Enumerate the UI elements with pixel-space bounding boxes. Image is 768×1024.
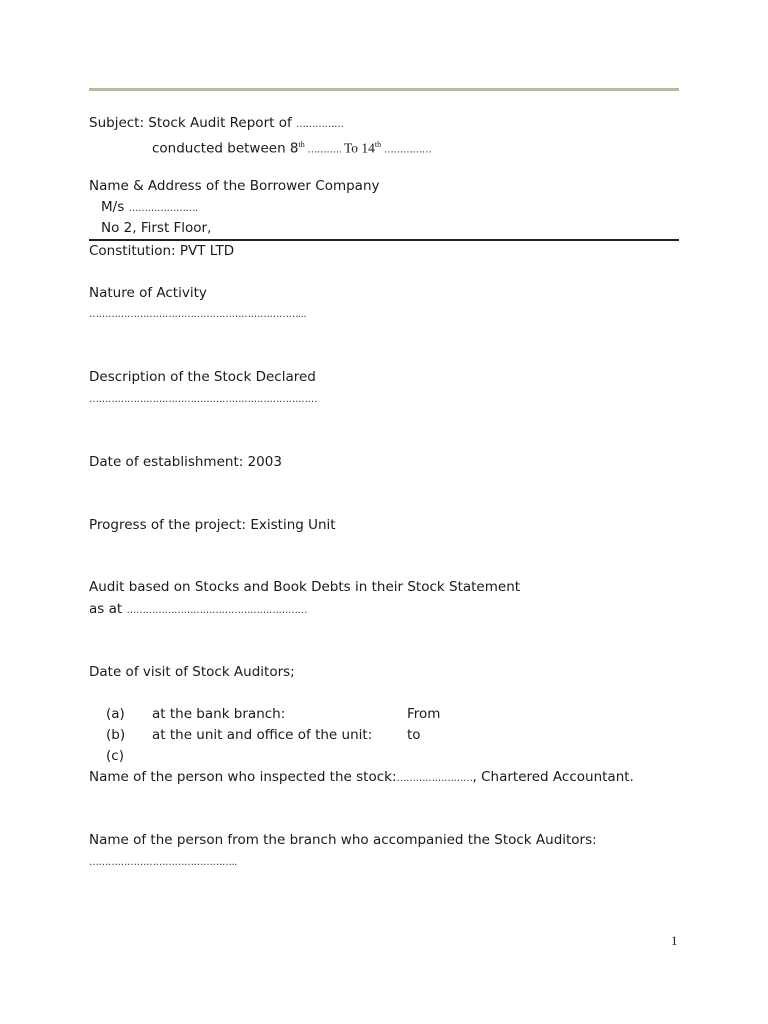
progress-line: Progress of the project: Existing Unit <box>89 517 336 533</box>
nature-dots: …………………………………………………………... <box>89 309 307 320</box>
visit-item-from: From <box>407 706 441 722</box>
establishment-line: Date of establishment: 2003 <box>89 454 282 470</box>
borrower-ms-line: M/s …………………. <box>101 199 198 215</box>
nature-heading: Nature of Activity <box>89 285 207 301</box>
description-heading: Description of the Stock Declared <box>89 369 316 385</box>
inspector-line: Name of the person who inspected the stock:……………………, Chartered Accountant. <box>89 769 634 785</box>
subject-conducted-line: conducted between 8th ……….. To 14th …………… <box>152 140 432 157</box>
subject-line: Subject: Stock Audit Report of …………… <box>89 115 344 131</box>
borrower-heading: Name & Address of the Borrower Company <box>89 178 380 194</box>
visit-item-marker-c: (c) <box>106 748 124 764</box>
audit-line: Audit based on Stocks and Book Debts in their Stock Statement <box>89 579 521 595</box>
page-number: 1 <box>671 933 678 948</box>
visit-item-marker-a: (a) <box>106 706 125 722</box>
visit-item-to: to <box>407 727 421 743</box>
constitution-line: Constitution: PVT LTD <box>89 243 235 259</box>
header-rule <box>89 88 679 91</box>
description-dots: ……………………………………………………………… <box>89 394 317 405</box>
borrower-address: No 2, First Floor, <box>101 220 212 236</box>
section-rule <box>89 239 679 241</box>
visit-heading: Date of visit of Stock Auditors; <box>89 664 295 680</box>
accompanied-line: Name of the person from the branch who accompanied the Stock Auditors: <box>89 832 597 848</box>
visit-item-text-a: at the bank branch: <box>152 706 286 722</box>
audit-as-at-line: as at ………………………………………………… <box>89 601 307 617</box>
visit-item-text-b: at the unit and office of the unit: <box>152 727 373 743</box>
accompanied-dots: ……………………………………….. <box>89 857 237 868</box>
visit-item-marker-b: (b) <box>106 727 126 743</box>
